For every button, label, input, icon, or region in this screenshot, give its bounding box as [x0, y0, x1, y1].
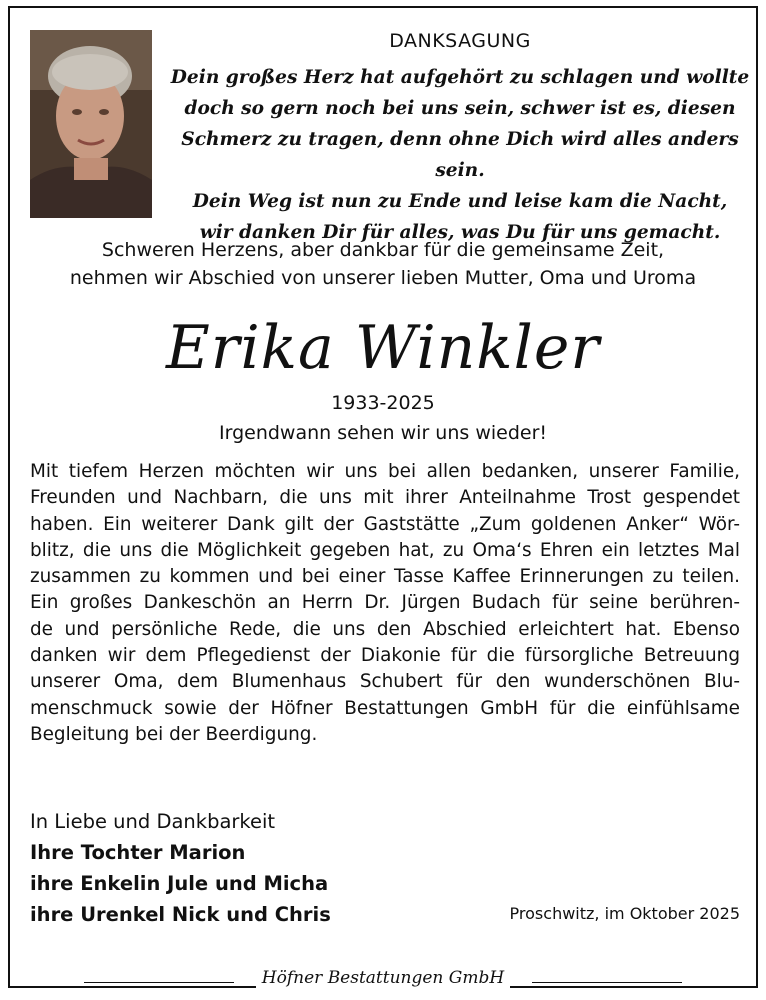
body-line: danken wir dem Pflegedienst der Diakonie für die fürsorgliche Betreuung — [30, 645, 740, 667]
footer-rule-left — [84, 982, 234, 983]
poem-line: wir danken Dir für alles, was Du für uns gemacht. — [199, 222, 721, 243]
place-date: Proschwitz, im Oktober 2025 — [509, 904, 740, 923]
closing-line: In Liebe und Dankbarkeit — [30, 810, 276, 833]
body-line: unserer Oma, dem Blumenhaus Schubert für den wunderschönen Blu- — [30, 671, 740, 693]
body-line: zusammen zu kommen und bei einer Tasse Kaffee Erinnerungen zu teilen. — [30, 566, 740, 588]
poem-line: Schmerz zu tragen, denn ohne Dich wird alles anders sein. — [181, 129, 739, 181]
deceased-name: Erika Winkler — [165, 313, 601, 383]
notice-heading: DANKSAGUNG — [389, 30, 531, 52]
poem — [160, 62, 760, 248]
mourner-daughter: Ihre Tochter Marion — [30, 841, 246, 864]
poem-line: doch so gern noch bei uns sein, schwer ist es, diesen — [184, 98, 736, 119]
body-line: Freunden und Nachbarn, die uns mit ihrer Anteilnahme Trost gespendet — [30, 487, 740, 509]
thanks-text — [30, 459, 740, 748]
body-line: menschmuck sowie der Höfner Bestattungen GmbH für die einfühlsame — [30, 697, 740, 719]
intro-line: Schweren Herzens, aber dankbar für die gemeinsame Zeit, — [101, 239, 665, 261]
mourner-grandchildren: ihre Enkelin Jule und Micha — [30, 872, 329, 895]
funeral-home-name: Höfner Bestattungen GmbH — [256, 968, 510, 988]
footer — [0, 968, 766, 988]
intro-line: nehmen wir Abschied von unserer lieben Mutter, Oma und Uroma — [69, 267, 697, 289]
poem-line: Dein großes Herz hat aufgehört zu schlagen und wollte — [170, 67, 750, 88]
life-years: 1933-2025 — [331, 392, 435, 414]
motto: Irgendwann sehen wir uns wieder! — [218, 422, 548, 444]
poem-line: Dein Weg ist nun zu Ende und leise kam die Nacht, — [192, 191, 728, 212]
portrait-photo — [30, 30, 152, 218]
body-line: haben. Ein weiterer Dank gilt der Gaststätte „Zum goldenen Anker“ Wör- — [30, 513, 740, 535]
mourner-great-grandchildren: ihre Urenkel Nick und Chris — [30, 903, 331, 926]
footer-rule-right — [532, 982, 682, 983]
body-line: blitz, die uns die Möglichkeit gegeben hat, zu Oma‘s Ehren ein letztes Mal — [30, 539, 740, 561]
body-line: de und persönliche Rede, die uns den Abschied erleichtert hat. Ebenso — [30, 618, 740, 640]
body-line: Begleitung bei der Beerdigung. — [30, 723, 318, 745]
closing-signature — [30, 806, 331, 930]
intro-text — [18, 236, 748, 292]
body-line: Ein großes Dankeschön an Herrn Dr. Jürgen Budach für seine berühren- — [30, 592, 740, 614]
body-line: Mit tiefem Herzen möchten wir uns bei allen bedanken, unserer Familie, — [30, 461, 740, 482]
